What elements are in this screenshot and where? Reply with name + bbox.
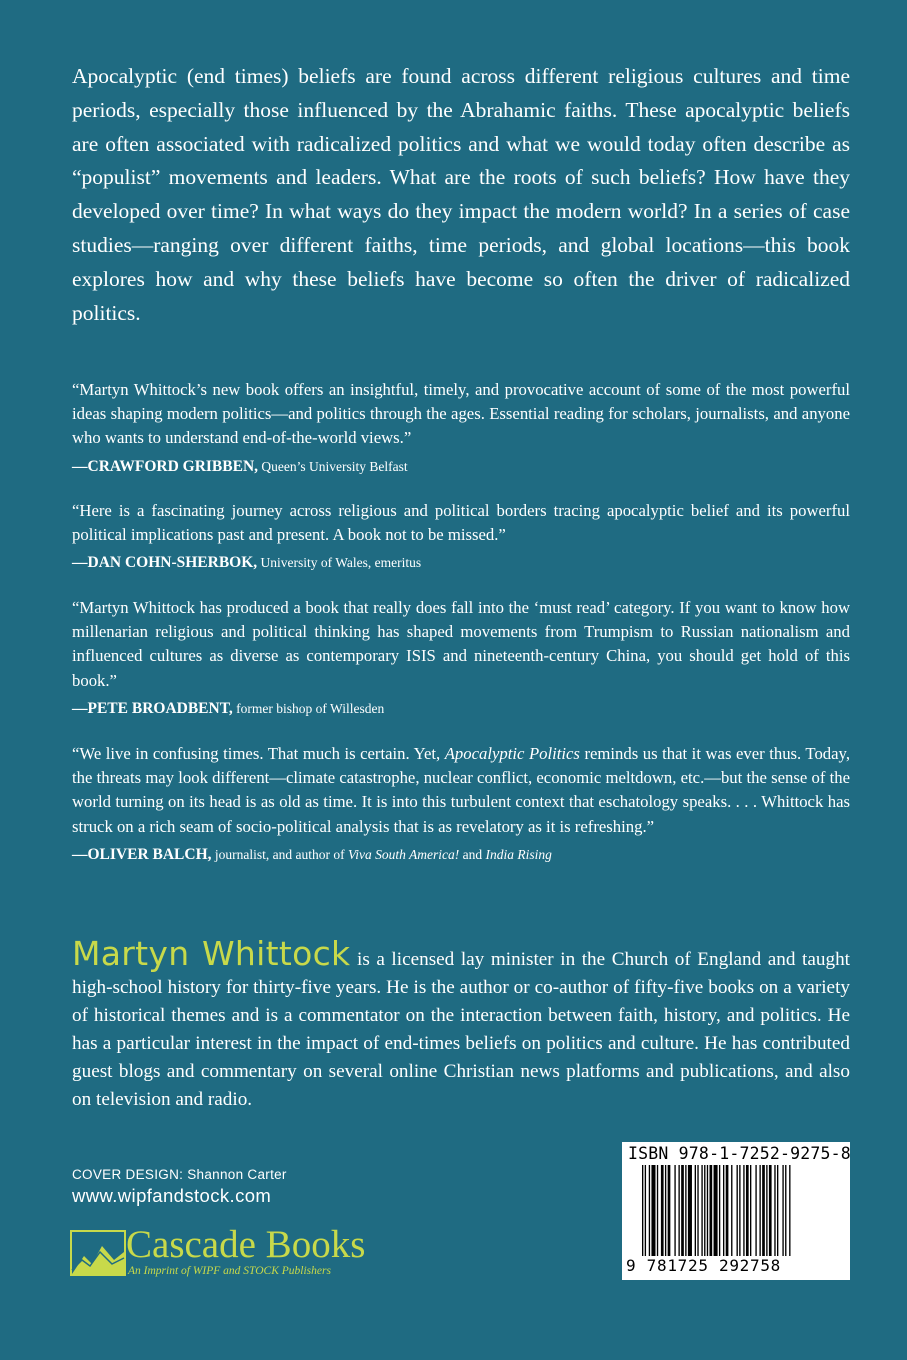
isbn-label: ISBN 978-1-7252-9275-8 xyxy=(628,1144,851,1163)
endorsement-attribution xyxy=(72,458,850,476)
endorsement-quote: “Martyn Whittock’s new book offers an insightful, timely, and provocative account of some of the most powerful ideas shaping modern politics—and politics through the ages. Essential reading for scholars, journalists, and anyone who wants to understand end-of-the-world views.” xyxy=(72,380,850,448)
barcode-bar xyxy=(704,1165,705,1257)
barcode-bar xyxy=(766,1165,767,1257)
barcode-bar xyxy=(737,1165,738,1257)
endorser-dash: — xyxy=(72,699,88,717)
barcode-bar xyxy=(743,1165,744,1257)
author-name: Martyn Whittock xyxy=(72,934,351,973)
barcode-bar xyxy=(688,1165,692,1257)
book-title-italic: Apocalyptic Politics xyxy=(444,744,580,763)
barcode-bar xyxy=(668,1165,671,1257)
endorsement-attribution xyxy=(72,846,850,864)
barcode-bar xyxy=(657,1165,658,1257)
barcode-bar xyxy=(789,1165,790,1265)
quote-text: reminds us that it was ever thus. Today, the threats may look different—climate catastrophe, nuclear conflict, economic meltdown, etc.—but the sense of the world turning on its head is as old as time. It is into this turbulent context that eschatology speaks. . . . Whittock has struck on a rich seam of socio-political analysis that is as revelatory as it is refreshing.” xyxy=(72,744,850,836)
isbn-digits: 9 781725 292758 xyxy=(626,1256,846,1275)
endorser-affiliation: Queen’s University Belfast xyxy=(258,458,408,474)
endorser-book-1: Viva South America! xyxy=(348,846,460,862)
endorser-name: CRAWFORD GRIBBEN, xyxy=(87,457,259,475)
barcode-bar xyxy=(750,1165,751,1257)
endorsement-attribution xyxy=(72,554,850,572)
barcode-bar xyxy=(665,1165,666,1257)
barcode-bar xyxy=(726,1165,729,1257)
barcode-bar xyxy=(731,1165,732,1257)
barcode-bar xyxy=(678,1165,679,1257)
author-bio xyxy=(72,934,851,1114)
endorsement-quote: “Here is a fascinating journey across religious and political borders tracing apocalyptic belief and its powerful political implications past and present. A book not to be missed.” xyxy=(72,501,850,545)
endorsement-1 xyxy=(72,378,850,476)
barcode-bar xyxy=(746,1165,749,1257)
publisher-logo xyxy=(70,1223,400,1286)
endorsement-4 xyxy=(72,742,850,864)
barcode-bar xyxy=(651,1165,655,1257)
isbn-barcode xyxy=(622,1142,850,1280)
barcode-bar xyxy=(719,1165,720,1265)
barcode-bar xyxy=(642,1165,643,1265)
barcode-bar xyxy=(714,1165,718,1265)
barcode-bar xyxy=(759,1165,760,1257)
barcode-bar xyxy=(701,1165,702,1257)
barcode-bar xyxy=(710,1165,713,1257)
barcode-bar xyxy=(661,1165,664,1257)
barcode-bar xyxy=(782,1165,783,1257)
endorser-dash: — xyxy=(72,554,88,572)
endorser-affiliation: journalist, and author of xyxy=(211,846,349,862)
publisher-imprint: An Imprint of WIPF and STOCK Publishers xyxy=(128,1265,331,1277)
endorsement-quote xyxy=(72,742,850,839)
endorser-dash: — xyxy=(72,457,88,475)
endorser-name: DAN COHN-SHERBOK, xyxy=(87,554,258,572)
barcode-bar xyxy=(723,1165,724,1257)
barcode-bar xyxy=(707,1165,708,1257)
endorser-affiliation: University of Wales, emeritus xyxy=(257,555,422,571)
endorser-affiliation: former bishop of Willesden xyxy=(232,700,385,716)
book-blurb: Apocalyptic (end times) beliefs are found across different religious cultures and time periods, especially those influenced by the Abrahamic faiths. These apocalyptic beliefs are often associated with radicalized politics and what we would today often describe as “populist” movements and leaders. What are the roots of such beliefs? How have they developed over time? In what ways do they impact the modern world? In a series of case studies—ranging over different faiths, time periods, and global locations—this book explores how and why these beliefs have become so often the driver of radicalized politics. xyxy=(72,64,850,325)
barcode-bar xyxy=(785,1165,786,1257)
barcode-bar xyxy=(774,1165,775,1257)
barcode-bar xyxy=(695,1165,696,1257)
barcode-bar xyxy=(777,1165,778,1257)
publisher-website[interactable]: www.wipfandstock.com xyxy=(72,1185,272,1206)
barcode-bar xyxy=(685,1165,686,1257)
endorser-name: OLIVER BALCH, xyxy=(87,845,212,863)
barcode-bar xyxy=(645,1165,646,1265)
endorser-and: and xyxy=(459,846,486,862)
publisher-name: Cascade Books xyxy=(126,1223,366,1266)
barcode-bars xyxy=(642,1165,842,1265)
endorser-book-2: India Rising xyxy=(485,846,552,862)
endorsement-quote: “Martyn Whittock has produced a book that really does fall into the ‘must read’ category. If you want to know how millenarian religious and political thinking has shaped movements from Trumpism to Russian nationalism and influenced cultures as diverse as contemporary ISIS and nineteenth-century China, you should get hold of this book.” xyxy=(72,598,850,690)
barcode-bar xyxy=(681,1165,684,1257)
barcode-bar xyxy=(649,1165,650,1257)
barcode-bar xyxy=(762,1165,765,1257)
endorsement-attribution xyxy=(72,700,850,718)
endorser-dash: — xyxy=(72,845,88,863)
barcode-bar xyxy=(739,1165,740,1257)
endorsement-3 xyxy=(72,596,850,718)
endorser-name: PETE BROADBENT, xyxy=(87,699,233,717)
cover-design-credit: COVER DESIGN: Shannon Carter xyxy=(72,1167,287,1182)
mountain-logo-icon xyxy=(70,1230,126,1278)
credits xyxy=(72,1167,287,1207)
barcode-bar xyxy=(674,1165,675,1257)
barcode-bar xyxy=(697,1165,698,1257)
quote-text: “We live in confusing times. That much is certain. Yet, xyxy=(72,744,445,763)
author-bio-text: is a licensed lay minister in the Church of England and taught high-school history for thirty-five years. He is the author or co-author of fifty-five books on a variety of historical themes and is a commentator on the interaction between faith, history, and politics. He has a particular interest in the impact of end-times beliefs on politics and culture. He has contributed guest blogs and commentary on several online Christian news platforms and publications, and also on television and radio. xyxy=(72,949,851,1110)
endorsement-2 xyxy=(72,499,850,572)
barcode-bar xyxy=(769,1165,772,1257)
barcode-bar xyxy=(755,1165,756,1257)
